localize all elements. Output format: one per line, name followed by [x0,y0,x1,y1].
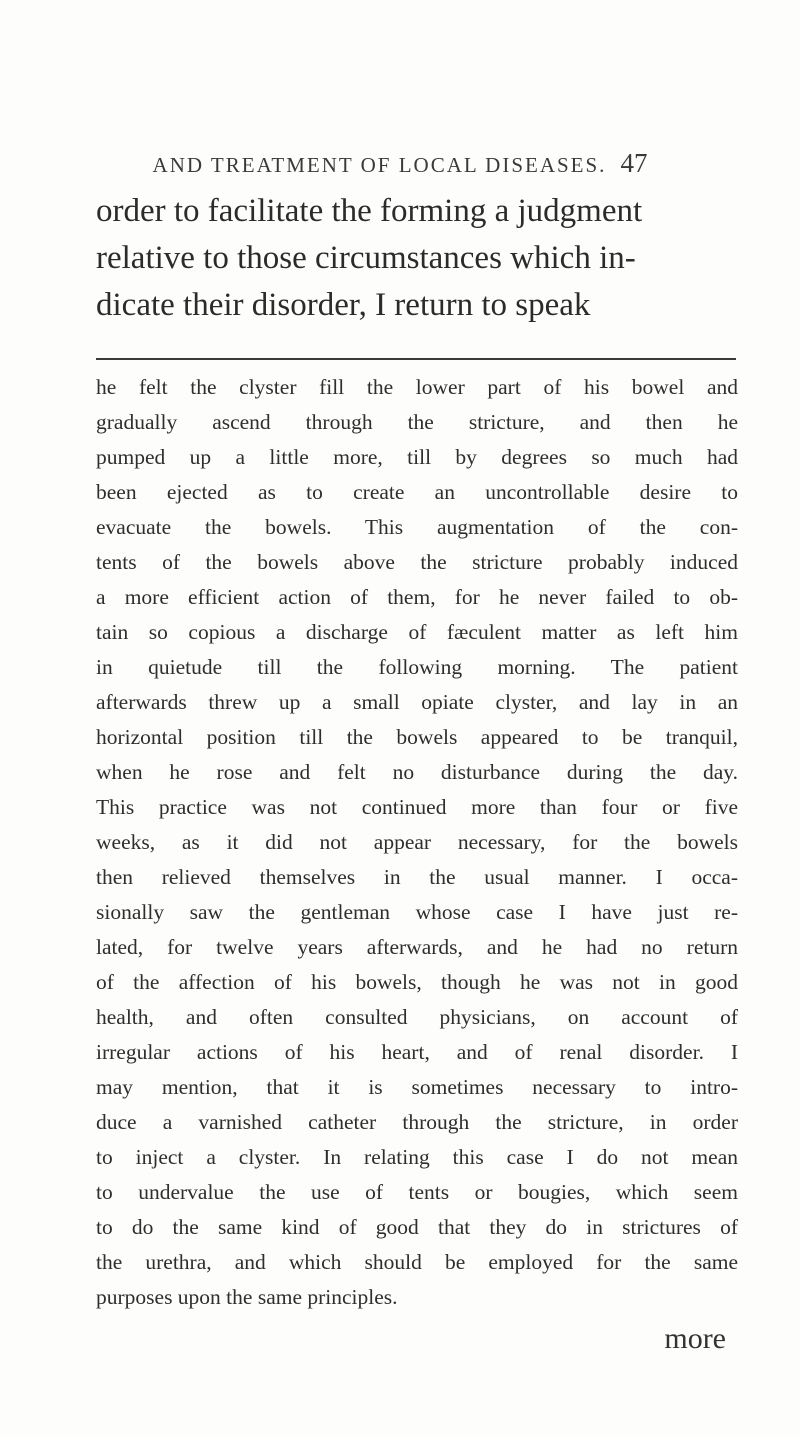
footnote-line: to undervalue the use of tents or bougies, which seem [96,1180,738,1204]
footnote-divider [96,358,736,360]
footnote-line: health, and often consulted physicians, on account of [96,1005,738,1029]
footnote-line: irregular actions of his heart, and of renal disorder. I [96,1040,738,1064]
footnote-line: sionally saw the gentleman whose case I have just re- [96,900,738,924]
footnote-line: purposes upon the same principles. [96,1285,398,1309]
footnote-line: a more efficient action of them, for he never failed to ob- [96,585,738,609]
footnote-line: may mention, that it is sometimes necessary to intro- [96,1075,738,1099]
main-text-line: order to facilitate the forming a judgment [96,193,643,229]
footnote-line: then relieved themselves in the usual manner. I occa- [96,865,738,889]
footnote-line: been ejected as to create an uncontrollable desire to [96,480,738,504]
page-number: 47 [620,148,648,178]
footnote-text [96,370,738,1315]
footnote-line: afterwards threw up a small opiate clyster, and lay in an [96,690,738,714]
footnote-line: horizontal position till the bowels appeared to be tranquil, [96,725,738,749]
footnote-line: tain so copious a discharge of fæculent matter as left him [96,620,738,644]
footnote-line: when he rose and felt no disturbance during the day. [96,760,738,784]
footnote-line: he felt the clyster fill the lower part of his bowel and [96,375,738,399]
footnote-line: in quietude till the following morning. The patient [96,655,738,679]
footnote-line: to do the same kind of good that they do in strictures of [96,1215,738,1239]
running-header [0,148,800,179]
footnote-line: duce a varnished catheter through the stricture, in order [96,1110,738,1134]
footnote-line: lated, for twelve years afterwards, and he had no return [96,935,738,959]
main-text-line: relative to those circumstances which in- [96,240,636,276]
footnote-line: pumped up a little more, till by degrees so much had [96,445,738,469]
footnote-line: This practice was not continued more than four or five [96,795,738,819]
catchword: more [664,1322,726,1355]
footnote-line: tents of the bowels above the stricture probably induced [96,550,738,574]
footnote-line: gradually ascend through the stricture, and then he [96,410,738,434]
running-title: AND TREATMENT OF LOCAL DISEASES. [152,153,607,177]
footnote-line: of the affection of his bowels, though he was not in good [96,970,738,994]
main-text-line: dicate their disorder, I return to speak [96,287,591,323]
footnote-line: to inject a clyster. In relating this case I do not mean [96,1145,738,1169]
footnote-line: the urethra, and which should be employed for the same [96,1250,738,1274]
footnote-line: weeks, as it did not appear necessary, for the bowels [96,830,738,854]
main-text [96,188,736,329]
footnote-line: evacuate the bowels. This augmentation of the con- [96,515,738,539]
